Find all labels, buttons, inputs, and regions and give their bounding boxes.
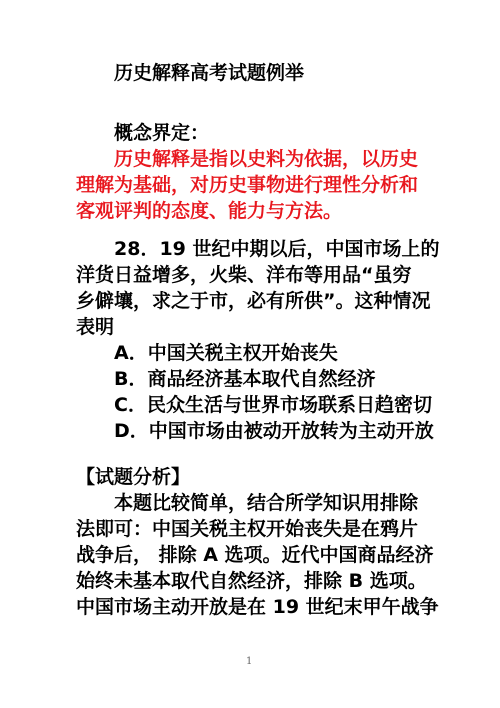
concept-definition-line-1: 历史解释是指以史料为依据，以历史 — [114, 148, 419, 170]
page-number: 1 — [246, 656, 253, 667]
question-stem-line-4: 表明 — [76, 316, 115, 338]
option-b: B．商品经济基本取代自然经济 — [114, 368, 376, 390]
option-c: C．民众生活与世界市场联系日趋密切 — [114, 394, 432, 416]
concept-label: 概念界定： — [114, 122, 210, 144]
analysis-line-4: 始终未基本取代自然经济，排除 B 选项。 — [76, 570, 427, 592]
option-d: D．中国市场由被动开放转为主动开放 — [114, 420, 434, 442]
analysis-line-1: 本题比较简单，结合所学知识用排除 — [114, 492, 419, 514]
analysis-line-3: 战争后， 排除 A 选项。近代中国商品经济 — [76, 544, 434, 566]
question-stem-line-1: 28．19 世纪中期以后，中国市场上的 — [114, 238, 440, 260]
question-stem-line-2: 洋货日益增多，火柴、洋布等用品“虽穷 — [76, 264, 412, 286]
question-stem-line-3: 乡僻壤，求之于市，必有所供”。这种情况 — [76, 290, 431, 312]
document-title: 历史解释高考试题例举 — [114, 62, 305, 84]
concept-definition-line-2: 理解为基础，对历史事物进行理性分析和 — [76, 174, 419, 196]
analysis-line-5: 中国市场主动开放是在 19 世纪末甲午战争 — [76, 596, 439, 618]
analysis-line-2: 法即可：中国关税主权开始丧失是在鸦片 — [76, 518, 419, 540]
option-a: A．中国关税主权开始丧失 — [114, 342, 338, 364]
concept-definition-line-3: 客观评判的态度、能力与方法。 — [76, 200, 343, 222]
analysis-heading: 【试题分析】 — [76, 466, 191, 488]
